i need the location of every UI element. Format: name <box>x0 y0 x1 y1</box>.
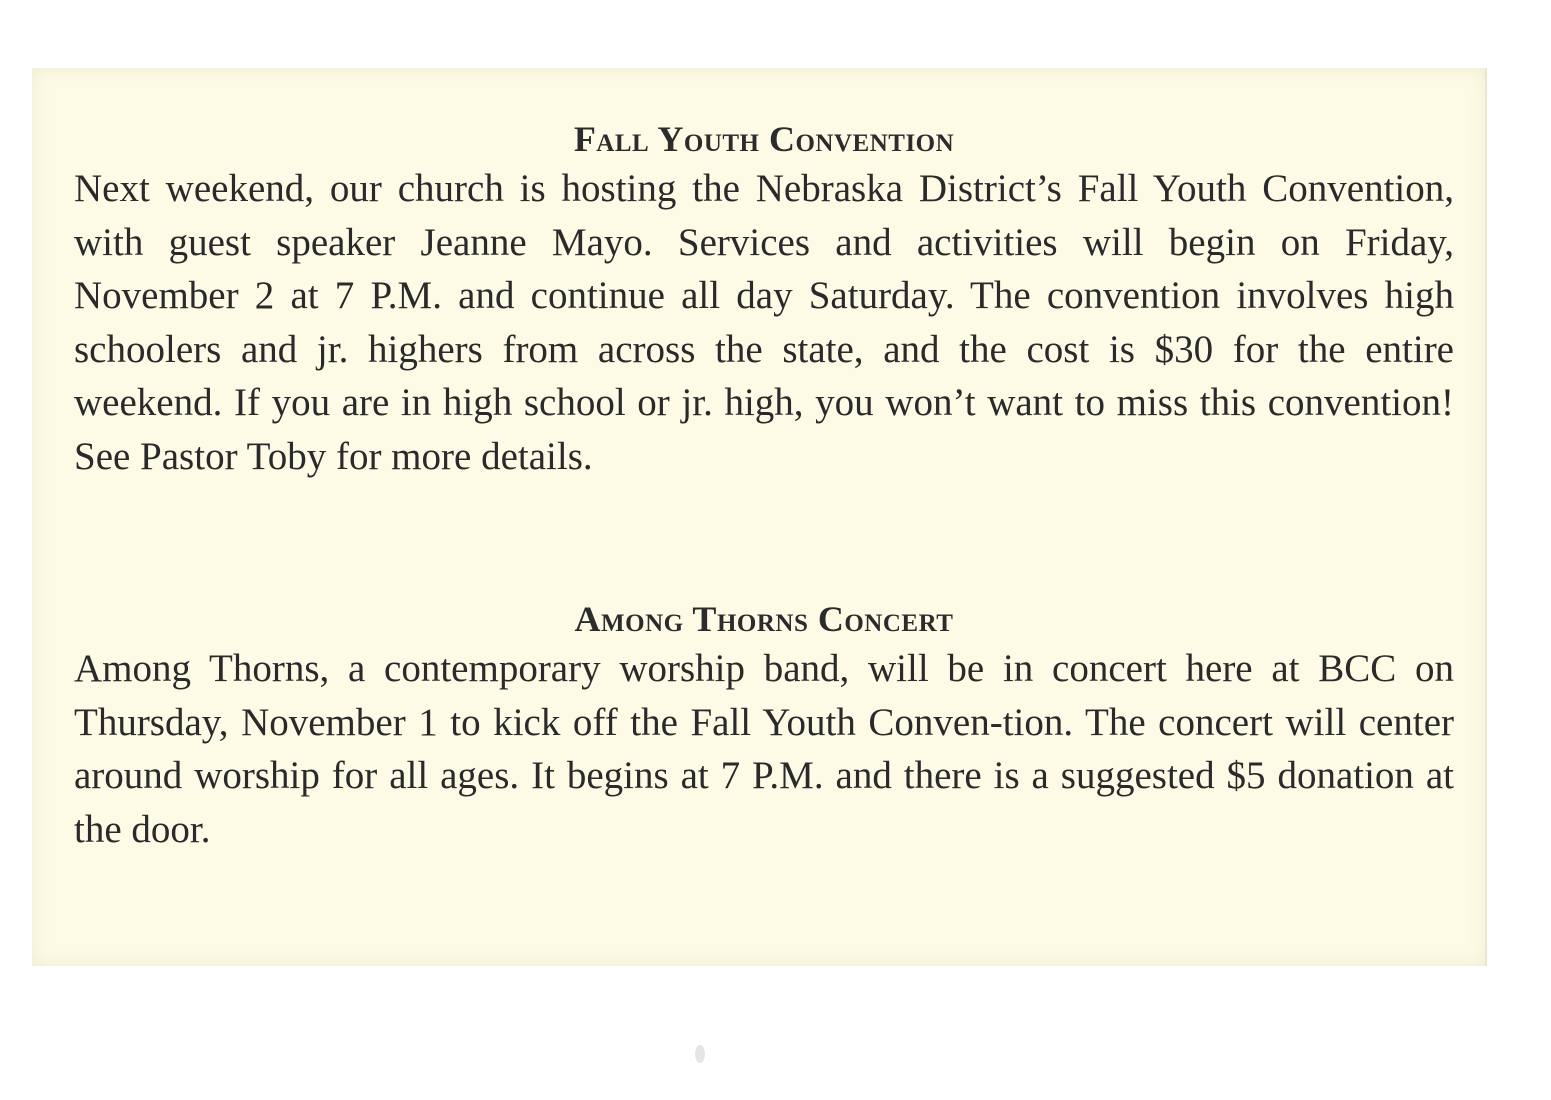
article-fall-youth-convention <box>74 116 1454 483</box>
article-among-thorns-concert <box>74 596 1454 856</box>
newsletter-clipping <box>32 68 1487 966</box>
article-body: Among Thorns, a contemporary worship band, will be in concert here at BCC on Thursday, November 1 to kick off the Fall Youth Conven-tion. The concert will center around worship for all ages. It begins at 7 P.M. and there is a suggested $5 donation at the door. <box>74 647 1454 851</box>
article-body: Next weekend, our church is hosting the Nebraska District’s Fall Youth Convention, with guest speaker Jeanne Mayo. Services and activities will begin on Friday, November 2 at 7 P.M. and continue all day Saturday. The convention involves high schoolers and jr. highers from across the state, and the cost is $30 for the entire weekend. If you are in high school or jr. high, you won’t want to miss this convention! See Pastor Toby for more details. <box>74 167 1454 478</box>
paper-mark <box>695 1045 705 1063</box>
article-heading: Among Thorns Concert <box>574 599 954 639</box>
article-heading: Fall Youth Convention <box>573 119 955 159</box>
